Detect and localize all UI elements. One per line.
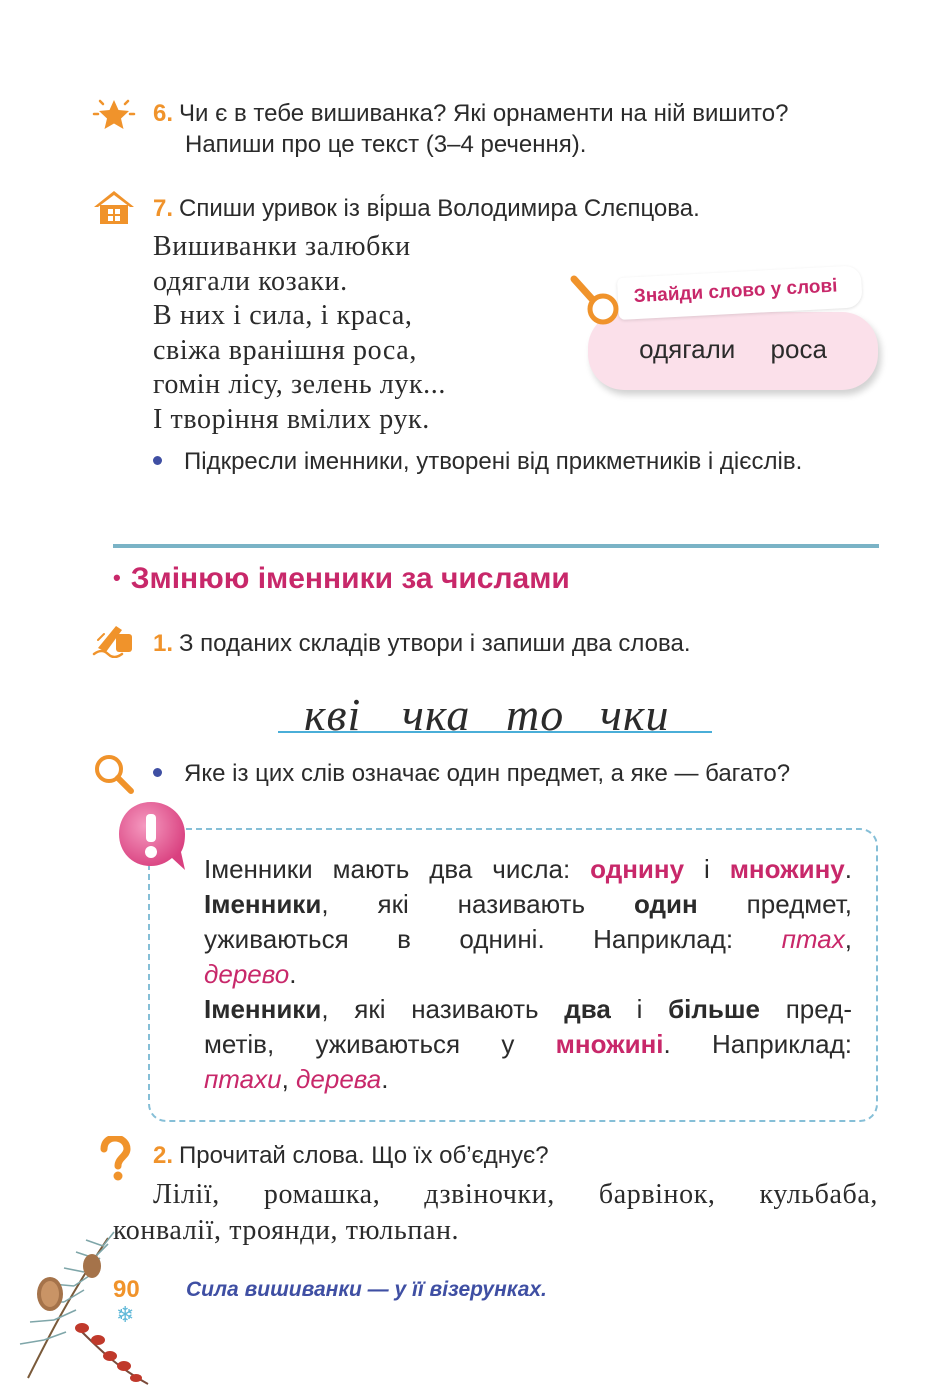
task2-instruction-line: 2. Прочитай слова. Що їх об’єднує?: [153, 1142, 549, 1169]
rule-line-2: Іменники, які називають один предмет,: [204, 889, 852, 919]
rule-plural-2: множині: [555, 1029, 664, 1059]
magnifier-icon: [566, 273, 626, 336]
find-word-1: одягали: [639, 334, 736, 364]
house-icon: [92, 188, 136, 231]
rule-text: [204, 852, 852, 1097]
bullet-dot: [153, 456, 162, 465]
star-icon: [92, 96, 136, 141]
example-birds: птахи: [204, 1064, 282, 1094]
syllable: то: [506, 689, 565, 740]
pine-branch-icon: [8, 1228, 158, 1393]
writing-hand-icon: [92, 618, 136, 663]
task6-line2: Напиши про це текст (3–4 речення).: [185, 131, 587, 158]
rule-line-1: Іменники мають два числа: однину і множину.: [204, 854, 852, 884]
poem-line: В них і сила, і краса,: [153, 300, 413, 331]
poem-line: одягали козаки.: [153, 265, 348, 297]
snowflake-icon: ❄: [116, 1302, 135, 1327]
rule-line-6: метів, уживаються у множині. Наприклад:: [204, 1029, 852, 1059]
poem-line: свіжа вранішня роса,: [153, 334, 417, 366]
task2-words-line1: Лілії, ромашка, дзвіночки, барвінок, кульбаба,: [153, 1179, 878, 1210]
exclamation-icon: [117, 800, 189, 881]
rule-line-5: Іменники, які називають два і більше пред-: [204, 994, 852, 1024]
footer-motto: Сила вишиванки — у її візерунках.: [186, 1278, 547, 1301]
task7-instruction-line: 7. Спиши уривок із ві́рша Володимира Слєпцова.: [153, 195, 700, 222]
example-trees: дерева: [296, 1064, 382, 1094]
rule-singular: однину: [590, 854, 685, 884]
find-word-words: [588, 334, 878, 365]
page-number: 90: [113, 1276, 140, 1303]
question-icon: [98, 1136, 132, 1187]
rule-line-7: птахи, дерева.: [204, 1064, 389, 1094]
task1-number: 1.: [153, 630, 174, 657]
task1-instruction-line: 1. З поданих складів утвори і запиши два слова.: [153, 630, 691, 657]
task2-words-line2: конвалії, троянди, тюльпан.: [113, 1215, 460, 1246]
syllable: чка: [402, 689, 471, 740]
bullet-dot: [153, 768, 162, 777]
poem-line: гомін лісу, зелень лук...: [153, 369, 446, 400]
rule-line-3: уживаються в однині. Наприклад: птах,: [204, 924, 852, 954]
rule-line-4: дерево.: [204, 959, 297, 989]
poem: [153, 230, 446, 437]
find-word-box: [588, 312, 878, 390]
poem-line: І творіння вмілих рук.: [153, 403, 430, 435]
task6-number: 6.: [153, 100, 174, 127]
task7-number: 7.: [153, 195, 174, 222]
syllable: чки: [600, 689, 670, 740]
task7-bullet: Підкресли іменники, утворені від прикметників і дієслів.: [153, 446, 802, 478]
task2-number: 2.: [153, 1142, 174, 1169]
magnifier-icon: [92, 752, 136, 801]
find-word-2: роса: [770, 334, 827, 364]
task6-line1: 6. Чи є в тебе вишиванка? Які орнаменти на ній вишито?: [153, 100, 789, 127]
poem-line: Вишиванки залюбки: [153, 231, 411, 262]
section-divider: [113, 544, 879, 548]
example-bird: птах: [781, 924, 845, 954]
section-title: • Змінюю іменники за числами: [113, 562, 570, 595]
task1-question: Яке із цих слів означає один предмет, а яке — багато?: [153, 758, 790, 790]
example-tree: дерево: [204, 959, 290, 989]
syllable: кві: [304, 689, 362, 740]
rule-plural: множину: [729, 854, 845, 884]
find-word-label: Знайди слово у слові: [633, 275, 838, 308]
